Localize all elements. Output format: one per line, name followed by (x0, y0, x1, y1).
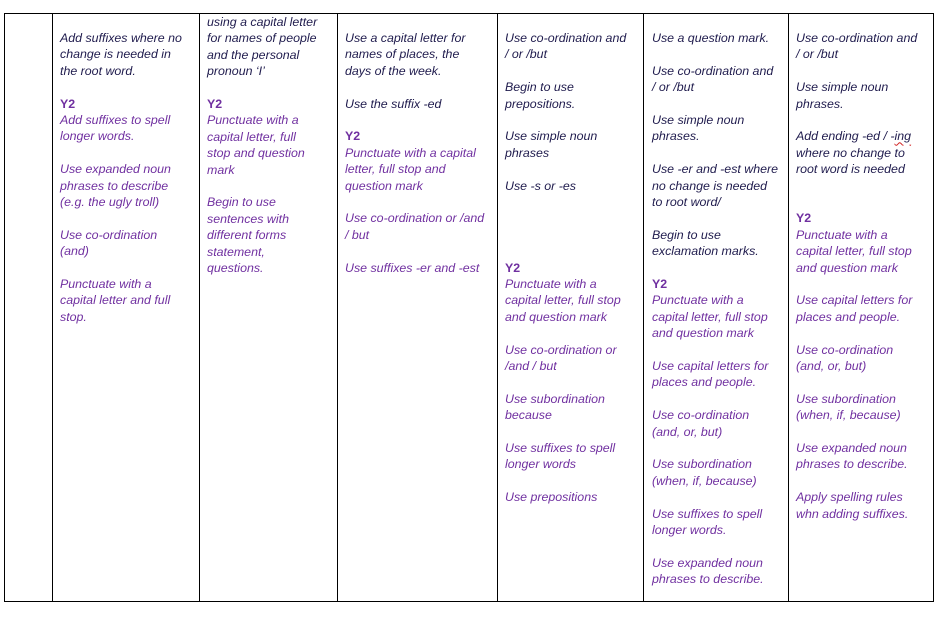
cell-text: Use co-ordination or (505, 342, 617, 357)
cell-text: Use simple noun (505, 129, 598, 144)
table-cell-col2 (207, 14, 335, 276)
cell-text: Use subordination (796, 391, 896, 406)
year-2-heading: Y2 (345, 129, 361, 144)
cell-text: longer words. (60, 129, 135, 144)
cell-text: mark (207, 162, 235, 177)
cell-text (796, 128, 932, 144)
cell-text: Use -er and -est where (652, 162, 779, 177)
cell-text: places and people. (796, 309, 901, 324)
cell-text: Begin to use (505, 80, 574, 95)
column-divider (643, 14, 644, 601)
year-2-heading: Y2 (207, 97, 223, 112)
cell-text: Use suffixes -er and -est (345, 260, 480, 275)
cell-text: Use a capital letter for (345, 31, 466, 45)
cell-text: Punctuate with a (207, 113, 299, 128)
table-cell-col3 (345, 30, 495, 276)
column-divider (199, 14, 200, 601)
cell-text: Use simple noun (652, 113, 745, 127)
cell-text: Punctuate with a (796, 227, 888, 242)
cell-text: using a capital letter (207, 15, 318, 29)
cell-text: root word is needed (796, 162, 905, 177)
cell-text: Use subordination (652, 457, 752, 472)
cell-text: phrases (505, 145, 550, 160)
cell-text: capital letter, full stop (652, 309, 768, 324)
cell-text: capital letter, full stop (505, 293, 621, 308)
cell-text: Use the suffix -ed (345, 96, 442, 111)
cell-text: Add suffixes to spell (60, 113, 171, 128)
table-cell-col6 (796, 30, 932, 522)
cell-text: Use co-ordination and (652, 63, 774, 78)
cell-text: Use subordination (505, 391, 605, 406)
cell-text: stop and question (207, 146, 305, 161)
cell-text: Use prepositions (505, 490, 598, 505)
cell-text: / or /but (652, 80, 695, 95)
cell-text: / or /but (796, 47, 839, 62)
cell-text: sentences with (207, 211, 289, 226)
cell-text: Use suffixes to spell (652, 506, 763, 521)
cell-text: phrases. (652, 129, 700, 144)
cell-text: whn adding suffixes. (796, 506, 909, 521)
cell-text: Use co-ordination (652, 408, 750, 423)
cell-text: /and / but (505, 359, 557, 373)
cell-text: Use co-ordination and (505, 31, 627, 45)
cell-text: statement, (207, 244, 265, 259)
cell-text: / but (345, 227, 370, 242)
cell-text: phrases. (796, 96, 844, 111)
cell-text: and question mark (796, 260, 898, 275)
cell-text: to root word/ (652, 195, 721, 210)
cell-text: different forms (207, 228, 287, 243)
cell-text: capital letter, full (207, 129, 296, 144)
cell-text: (and) (60, 244, 89, 259)
cell-text: no change is needed (652, 178, 768, 193)
cell-text: places and people. (652, 375, 757, 390)
cell-text: Use co-ordination (60, 227, 158, 242)
cell-text: and question mark (652, 326, 754, 341)
cell-text: question mark (345, 178, 423, 193)
year-2-heading: Y2 (505, 260, 521, 275)
column-divider (337, 14, 338, 601)
year-2-heading: Y2 (60, 96, 76, 111)
year-2-heading: Y2 (796, 211, 812, 226)
cell-text: where no change to (796, 145, 905, 160)
cell-text: stop. (60, 309, 87, 324)
cell-text: (and, or, but) (796, 359, 867, 374)
cell-text: Punctuate with a (60, 277, 152, 292)
cell-text: / or /but (505, 47, 548, 62)
column-divider (788, 14, 789, 601)
cell-text: Apply spelling rules (796, 490, 903, 505)
cell-text: exclamation marks. (652, 244, 759, 259)
cell-text: Begin to use (207, 195, 276, 210)
cell-text: Use co-ordination (796, 342, 894, 357)
cell-text: for names of people (207, 31, 317, 46)
cell-text: Use co-ordination or /and (345, 211, 485, 226)
cell-text: the root word. (60, 63, 136, 78)
cell-text: prepositions. (505, 96, 576, 111)
table-cell-col5 (652, 30, 786, 588)
cell-text: (e.g. the ugly troll) (60, 195, 160, 210)
cell-text: because (505, 408, 552, 423)
cell-text: Punctuate with a (505, 276, 597, 291)
cell-text: Use expanded noun (796, 441, 907, 456)
column-divider (497, 14, 498, 601)
cell-text: Use expanded noun (652, 555, 763, 570)
cell-text: (when, if, because) (796, 408, 901, 423)
cell-text: Use a question mark. (652, 31, 770, 45)
cell-text: Use capital letters for (796, 293, 913, 308)
cell-text: Use suffixes to spell (505, 441, 616, 455)
cell-text: Begin to use (652, 227, 721, 242)
cell-text: (and, or, but) (652, 424, 723, 439)
table-cell-col4 (505, 30, 641, 506)
cell-text: Punctuate with a (652, 293, 744, 308)
cell-text: days of the week. (345, 63, 442, 78)
spellcheck-flagged-word: ing (894, 129, 912, 144)
cell-text: phrases to describe. (652, 572, 764, 587)
cell-text: phrases to describe. (796, 457, 908, 472)
year-2-heading: Y2 (652, 277, 668, 292)
cell-text: Add suffixes where no (60, 31, 182, 45)
cell-text: questions. (207, 261, 264, 276)
cell-text: Use expanded noun (60, 162, 171, 177)
cell-text: and the personal (207, 47, 300, 62)
table-cell-col1 (60, 30, 196, 325)
cell-text: Use capital letters for (652, 359, 769, 374)
cell-text: Use co-ordination and (796, 31, 918, 45)
column-divider (52, 14, 53, 601)
cell-text: Use -s or -es (505, 178, 576, 193)
cell-text: longer words. (652, 523, 727, 538)
cell-text: (when, if, because) (652, 473, 757, 488)
cell-text: change is needed in (60, 47, 171, 62)
cell-text-part: Add ending -ed / - (796, 129, 895, 144)
cell-text: phrases to describe (60, 178, 169, 193)
cell-text: capital letter, full stop (796, 244, 912, 259)
cell-text: names of places, the (345, 47, 460, 62)
curriculum-table (4, 13, 934, 602)
cell-text: pronoun ‘I’ (207, 64, 265, 79)
cell-text: Punctuate with a capital (345, 145, 476, 160)
cell-text: letter, full stop and (345, 162, 446, 177)
cell-text: and question mark (505, 309, 607, 324)
cell-text: Use simple noun (796, 80, 889, 95)
cell-text: capital letter and full (60, 293, 171, 308)
cell-text: longer words (505, 457, 576, 472)
